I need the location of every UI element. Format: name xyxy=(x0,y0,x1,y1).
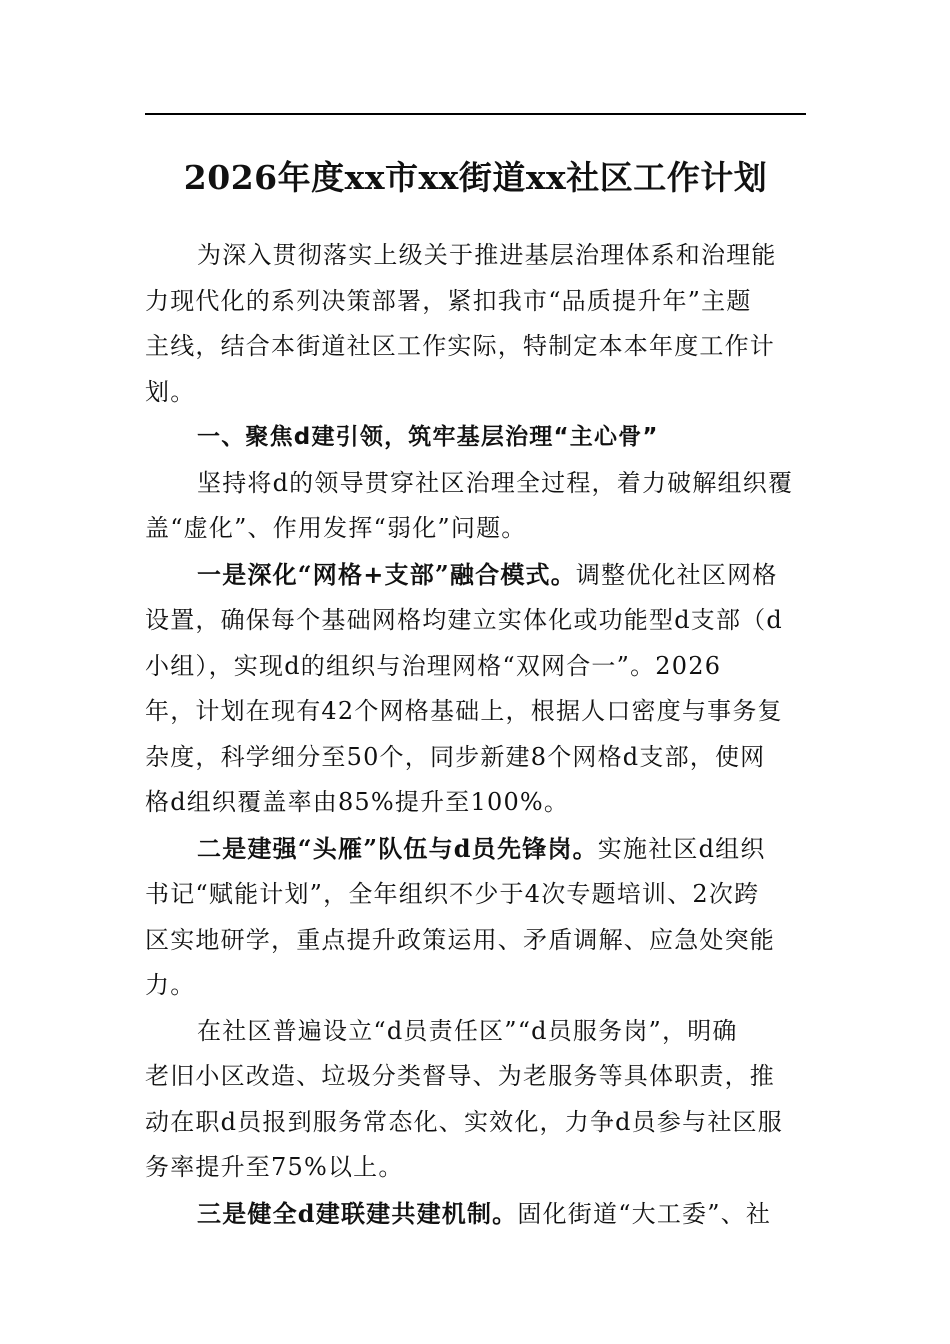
item-paragraph-3 xyxy=(145,1191,806,1238)
header-rule xyxy=(145,113,806,115)
text-line: 盖“虚化”、作用发挥“弱化”问题。 xyxy=(145,514,527,542)
text-line: 主线，结合本街道社区工作实际，特制定本本年度工作计 xyxy=(145,332,775,360)
item-lead: 三是健全d建联建共建机制。 xyxy=(197,1198,518,1228)
text-line xyxy=(145,552,806,599)
text-line: 为深入贯彻落实上级关于推进基层治理体系和治理能 xyxy=(197,241,777,269)
intro-paragraph xyxy=(145,233,806,415)
text-line: 小组），实现d的组织与治理网格“双网合一”。2026 xyxy=(145,651,722,680)
text-line: 格d组织覆盖率由85%提升至100%。 xyxy=(145,788,570,816)
section-intro-paragraph xyxy=(145,461,806,552)
text-line xyxy=(145,826,806,873)
text-line: 力现代化的系列决策部署，紧扣我市“品质提升年”主题 xyxy=(145,286,752,315)
item-lead: 二是建强“头雁”队伍与d员先锋岗。 xyxy=(197,833,598,863)
text-line: 老旧小区改造、垃圾分类督导、为老服务等具体职责，推 xyxy=(145,1062,775,1090)
section-heading xyxy=(145,415,806,461)
text-line xyxy=(145,1191,806,1238)
item-paragraph-1 xyxy=(145,552,806,826)
section-heading-text: 一、聚焦d建引领，筑牢基层治理“主心骨” xyxy=(197,424,659,450)
text-line: 务率提升至75%以上。 xyxy=(145,1153,404,1181)
text-line: 书记“赋能计划”，全年组织不少于4次专题培训、2次跨 xyxy=(145,880,760,908)
text-line: 在社区普遍设立“d员责任区”“d员服务岗”，明确 xyxy=(197,1016,738,1045)
text-line: 设置，确保每个基础网格均建立实体化或功能型d支部（d xyxy=(145,606,783,634)
item-paragraph-2-continued xyxy=(145,1009,806,1191)
item-paragraph-2 xyxy=(145,826,806,1009)
item-lead: 一是深化“网格+支部”融合模式。 xyxy=(197,559,576,589)
text-line: 力。 xyxy=(145,971,196,999)
item-text: 调整优化社区网格 xyxy=(575,560,778,589)
text-line: 坚持将d的领导贯穿社区治理全过程，着力破解组织覆 xyxy=(197,468,794,497)
text-line: 区实地研学，重点提升政策运用、矛盾调解、应急处突能 xyxy=(145,925,775,954)
document-body xyxy=(145,233,806,1237)
document-title: 2026年度xx市xx街道xx社区工作计划 xyxy=(183,158,768,197)
text-line: 年，计划在现有42个网格基础上，根据人口密度与事务复 xyxy=(145,697,783,725)
text-line: 杂度，科学细分至50个，同步新建8个网格d支部，使网 xyxy=(145,742,766,771)
text-line: 划。 xyxy=(145,377,196,406)
text-line: 动在职d员报到服务常态化、实效化，力争d员参与社区服 xyxy=(145,1107,783,1136)
item-text: 固化街道“大工委”、社 xyxy=(517,1199,772,1228)
item-text: 实施社区d组织 xyxy=(597,834,766,863)
